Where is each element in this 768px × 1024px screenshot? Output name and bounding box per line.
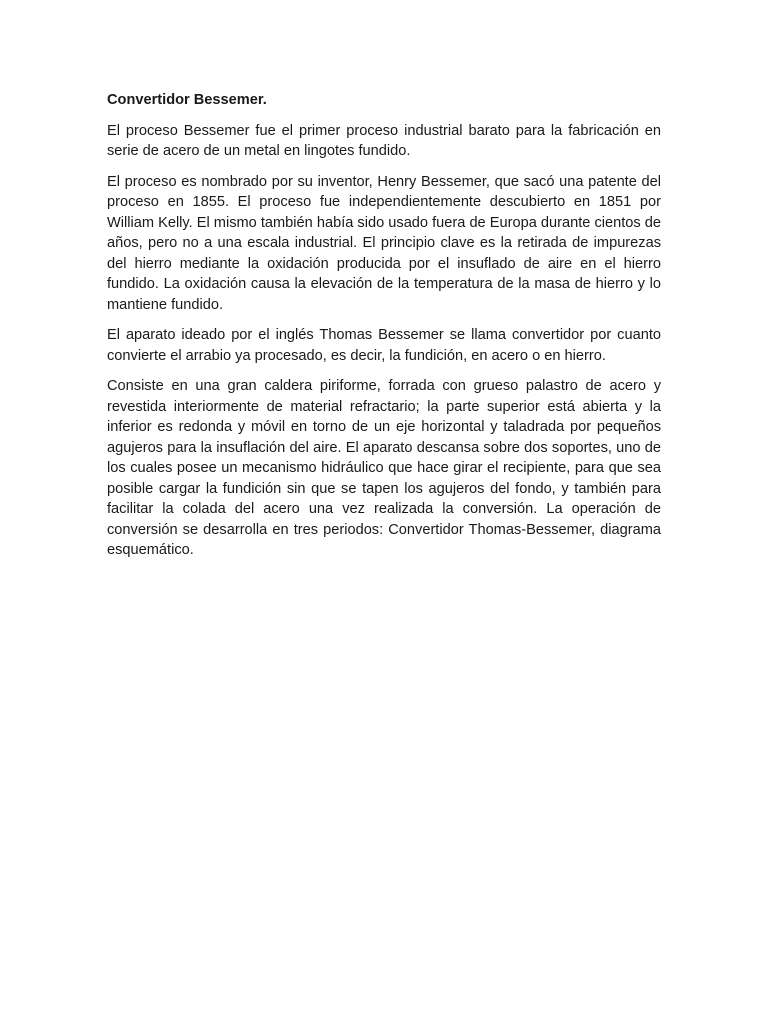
document-body [107, 90, 661, 571]
paragraph-description: Consiste en una gran caldera piriforme, forrada con grueso palastro de acero y revestida interiormente de material refractario; la parte superior está abierta y la inferior es redonda y móvil en torno de un eje horizontal y taladrada por pequeños agujeros para la insuflación del aire. El aparato descansa sobre dos soportes, uno de los cuales posee un mecanismo hidráulico que hace girar el recipiente, para que sea posible cargar la fundición sin que se tapen los agujeros del fondo, y también para facilitar la colada del acero una vez realizada la conversión. La operación de conversión se desarrolla en tres periodos: Convertidor Thomas-Bessemer, diagrama esquemático. [107, 378, 661, 558]
paragraph-history: El proceso es nombrado por su inventor, Henry Bessemer, que sacó una patente del proceso en 1855. El proceso fue independientemente descubierto en 1851 por William Kelly. El mismo también había sido usado fuera de Europa durante cientos de años, pero no a una escala industrial. El principio clave es la retirada de impurezas del hierro mediante la oxidación producida por el insuflado de aire en el hierro fundido. La oxidación causa la elevación de la temperatura de la masa de hierro y lo mantiene fundido. [107, 173, 661, 313]
paragraph-apparatus: El aparato ideado por el inglés Thomas Bessemer se llama convertidor por cuanto convierte el arrabio ya procesado, es decir, la fundición, en acero o en hierro. [107, 327, 661, 364]
document-title: Convertidor Bessemer. [107, 92, 267, 108]
paragraph-intro: El proceso Bessemer fue el primer proceso industrial barato para la fabricación en serie de acero de un metal en lingotes fundido. [107, 122, 661, 159]
